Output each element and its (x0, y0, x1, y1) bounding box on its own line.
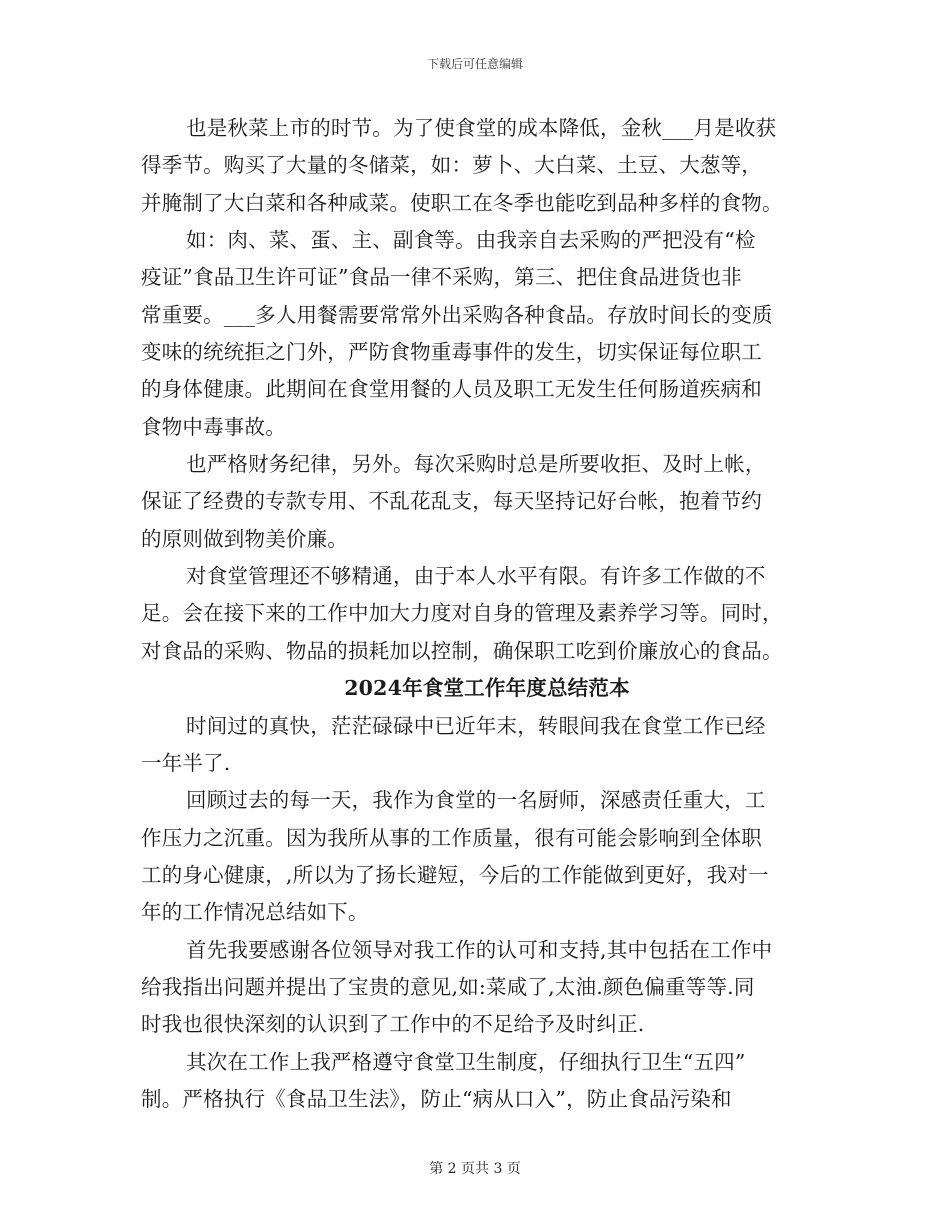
text-line: 作压力之沉重。因为我所从事的工作质量，很有可能会影响到全体职 (141, 825, 762, 850)
text-line: 首先我要感谢各位领导对我工作的认可和支持,其中包括在工作中 (186, 937, 773, 962)
text-line: 变味的统统拒之门外，严防食物重毒事件的发生，切实保证每位职工 (141, 340, 762, 365)
text-line: 一年半了. (141, 750, 231, 775)
text-line: 的原则做到物美价廉。 (141, 526, 348, 551)
text-line: 常重要。___多人用餐需要常常外出采购各种食品。存放时间长的变质 (141, 302, 773, 327)
text-line: 疫证”食品卫生许可证”食品一律不采购，第三、把住食品进货也非 (141, 265, 742, 290)
section-heading: 2024年食堂工作年度总结范本 (344, 676, 630, 701)
text-line: 足。会在接下来的工作中加大力度对自身的管理及素养学习等。同时， (141, 601, 783, 626)
text-line: 如：肉、菜、蛋、主、副食等。由我亲自去采购的严把没有“检 (186, 228, 756, 253)
text-line: 时间过的真快，茫茫碌碌中已近年末，转眼间我在食堂工作已经 (186, 713, 766, 738)
text-line: 的身体健康。此期间在食堂用餐的人员及职工无发生任何肠道疾病和 (141, 377, 762, 402)
text-line: 其次在工作上我严格遵守食堂卫生制度，仔细执行卫生“五四” (186, 1049, 746, 1074)
text-line: 工的身心健康，,所以为了扬长避短，今后的工作能做到更好，我对一 (141, 862, 769, 887)
document-body (141, 110, 813, 1118)
text-line: 食物中毒事故。 (141, 414, 286, 439)
page-footer: 第 2 页共 3 页 (429, 1161, 521, 1177)
text-line: 时我也很快深刻的认识到了工作中的不足给予及时纠正. (141, 1012, 645, 1037)
text-line: 对食品的采购、物品的损耗加以控制，确保职工吃到价廉放心的食品。 (141, 638, 783, 663)
text-line: 给我指出问题并提出了宝贵的意见,如:菜咸了,太油.颜色偏重等等.同 (141, 974, 755, 999)
text-line: 制。严格执行《食品卫生法》，防止“病从口入”，防止食品污染和 (141, 1086, 732, 1111)
page-header: 下载后可任意编辑 (426, 57, 523, 71)
text-line: 回顾过去的每一天，我作为食堂的一名厨师，深感责任重大，工 (186, 788, 766, 813)
text-line: 年的工作情况总结如下。 (141, 900, 369, 925)
text-line: 保证了经费的专款专用、不乱花乱支，每天坚持记好台帐，抱着节约 (141, 489, 762, 514)
text-line: 也是秋菜上市的时节。为了使食堂的成本降低，金秋___月是收获 (186, 116, 777, 140)
text-line: 也严格财务纪律，另外。每次采购时总是所要收拒、及时上帐， (186, 452, 766, 477)
text-line: 对食堂管理还不够精通，由于本人水平有限。有许多工作做的不 (186, 564, 766, 589)
text-line: 并腌制了大白菜和各种咸菜。使职工在冬季也能吃到品种多样的食物。 (141, 190, 783, 215)
text-line: 得季节。购买了大量的冬储菜，如：萝卜、大白菜、土豆、大葱等， (141, 153, 762, 178)
